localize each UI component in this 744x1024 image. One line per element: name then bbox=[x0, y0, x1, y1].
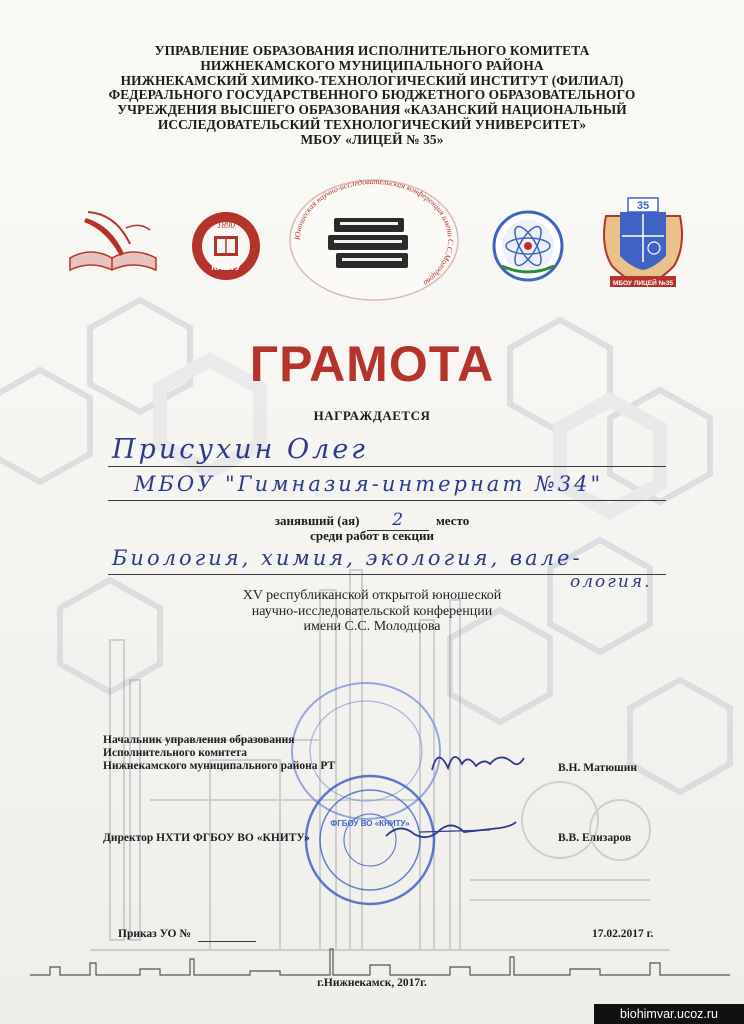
signature-2 bbox=[380, 812, 520, 848]
chemistry-institute-logo bbox=[488, 208, 568, 284]
knitu-logo bbox=[186, 206, 266, 286]
signature-1 bbox=[428, 740, 528, 780]
lyceum-caption: МБОУ ЛИЦЕЙ №35 bbox=[612, 280, 674, 287]
certificate-title: ГРАМОТА bbox=[249, 336, 495, 392]
order-label: Приказ УО № bbox=[118, 928, 191, 940]
conference-ring-text: Юношеская научно-исследовательская конференция имени С.С.Молодцова bbox=[292, 178, 456, 288]
place-label-after: место bbox=[435, 513, 470, 528]
header-line: УЧРЕЖДЕНИЯ ВЫСШЕГО ОБРАЗОВАНИЯ «КАЗАНСКИЙ НАЦИОНАЛЬНЫЙ bbox=[117, 102, 627, 118]
header-line: МБОУ «ЛИЦЕЙ № 35» bbox=[300, 131, 444, 147]
header-line: ФЕДЕРАЛЬНОГО ГОСУДАРСТВЕННОГО БЮДЖЕТНОГО ОБРАЗОВАТЕЛЬНОГО bbox=[108, 87, 636, 103]
signatory-1-line: Начальник управления образования bbox=[103, 734, 295, 746]
section-value-line1: Биология, химия, экология, вале- bbox=[112, 546, 583, 570]
recipient-school: МБОУ "Гимназия-интернат №34" bbox=[134, 472, 604, 496]
order-number-line bbox=[198, 941, 256, 942]
signatory-1-line: Нижнекамского муниципального района РТ bbox=[103, 760, 336, 772]
knitu-name: КНИТУ bbox=[211, 262, 241, 272]
knitu-year: 1890 bbox=[217, 220, 235, 230]
quill-book-logo bbox=[66, 208, 160, 274]
signatory-2-position: Директор НХТИ ФГБОУ ВО «КНИТУ» bbox=[103, 832, 310, 844]
header-line: НИЖНЕКАМСКИЙ ХИМИКО-ТЕХНОЛОГИЧЕСКИЙ ИНСТИТУТ (ФИЛИАЛ) bbox=[120, 72, 624, 88]
signatory-1-position bbox=[103, 734, 335, 773]
conference-line: имени С.С. Молодцова bbox=[303, 619, 441, 635]
lyceum-number: 35 bbox=[636, 200, 650, 212]
order-date: 17.02.2017 г. bbox=[592, 928, 654, 940]
conference-name bbox=[0, 588, 744, 635]
city-year: г.Нижнекамск, 2017г. bbox=[317, 977, 427, 989]
logos-row bbox=[0, 178, 744, 308]
signatory-2-name: В.В. Елизаров bbox=[558, 832, 632, 844]
header-line: НИЖНЕКАМСКОГО МУНИЦИПАЛЬНОГО РАЙОНА bbox=[200, 57, 544, 73]
issuer-header bbox=[40, 44, 704, 148]
signatory-1-line: Исполнительного комитета bbox=[103, 747, 247, 759]
conference-line: научно-исследовательской конференции bbox=[251, 603, 493, 619]
signatory-1-name: В.Н. Матюшин bbox=[558, 762, 637, 774]
place-label-before: занявший (ая) bbox=[274, 513, 360, 528]
stamp-text: ФГБОУ ВО «КНИТУ» bbox=[330, 819, 410, 828]
site-watermark: biohimvar.ucoz.ru bbox=[594, 1004, 744, 1024]
header-line: УПРАВЛЕНИЕ ОБРАЗОВАНИЯ ИСПОЛНИТЕЛЬНОГО КОМИТЕТА bbox=[154, 43, 590, 58]
recipient-name-line bbox=[108, 466, 666, 467]
city-skyline bbox=[30, 945, 730, 980]
recipient-school-line bbox=[108, 500, 666, 501]
section-label: среди работ в секции bbox=[310, 528, 434, 543]
section-value-line2: ология. bbox=[570, 572, 652, 592]
awarded-label: НАГРАЖДАЕТСЯ bbox=[313, 408, 431, 423]
recipient-name: Присухин Олег bbox=[112, 434, 368, 465]
place-value: 2 bbox=[392, 510, 404, 530]
lyceum-35-crest bbox=[598, 196, 688, 292]
conference-line: XV республиканской открытой юношеской bbox=[242, 588, 502, 603]
conference-emblem bbox=[286, 178, 462, 302]
header-line: ИССЛЕДОВАТЕЛЬСКИЙ ТЕХНОЛОГИЧЕСКИЙ УНИВЕРСИТЕТ» bbox=[157, 116, 587, 132]
